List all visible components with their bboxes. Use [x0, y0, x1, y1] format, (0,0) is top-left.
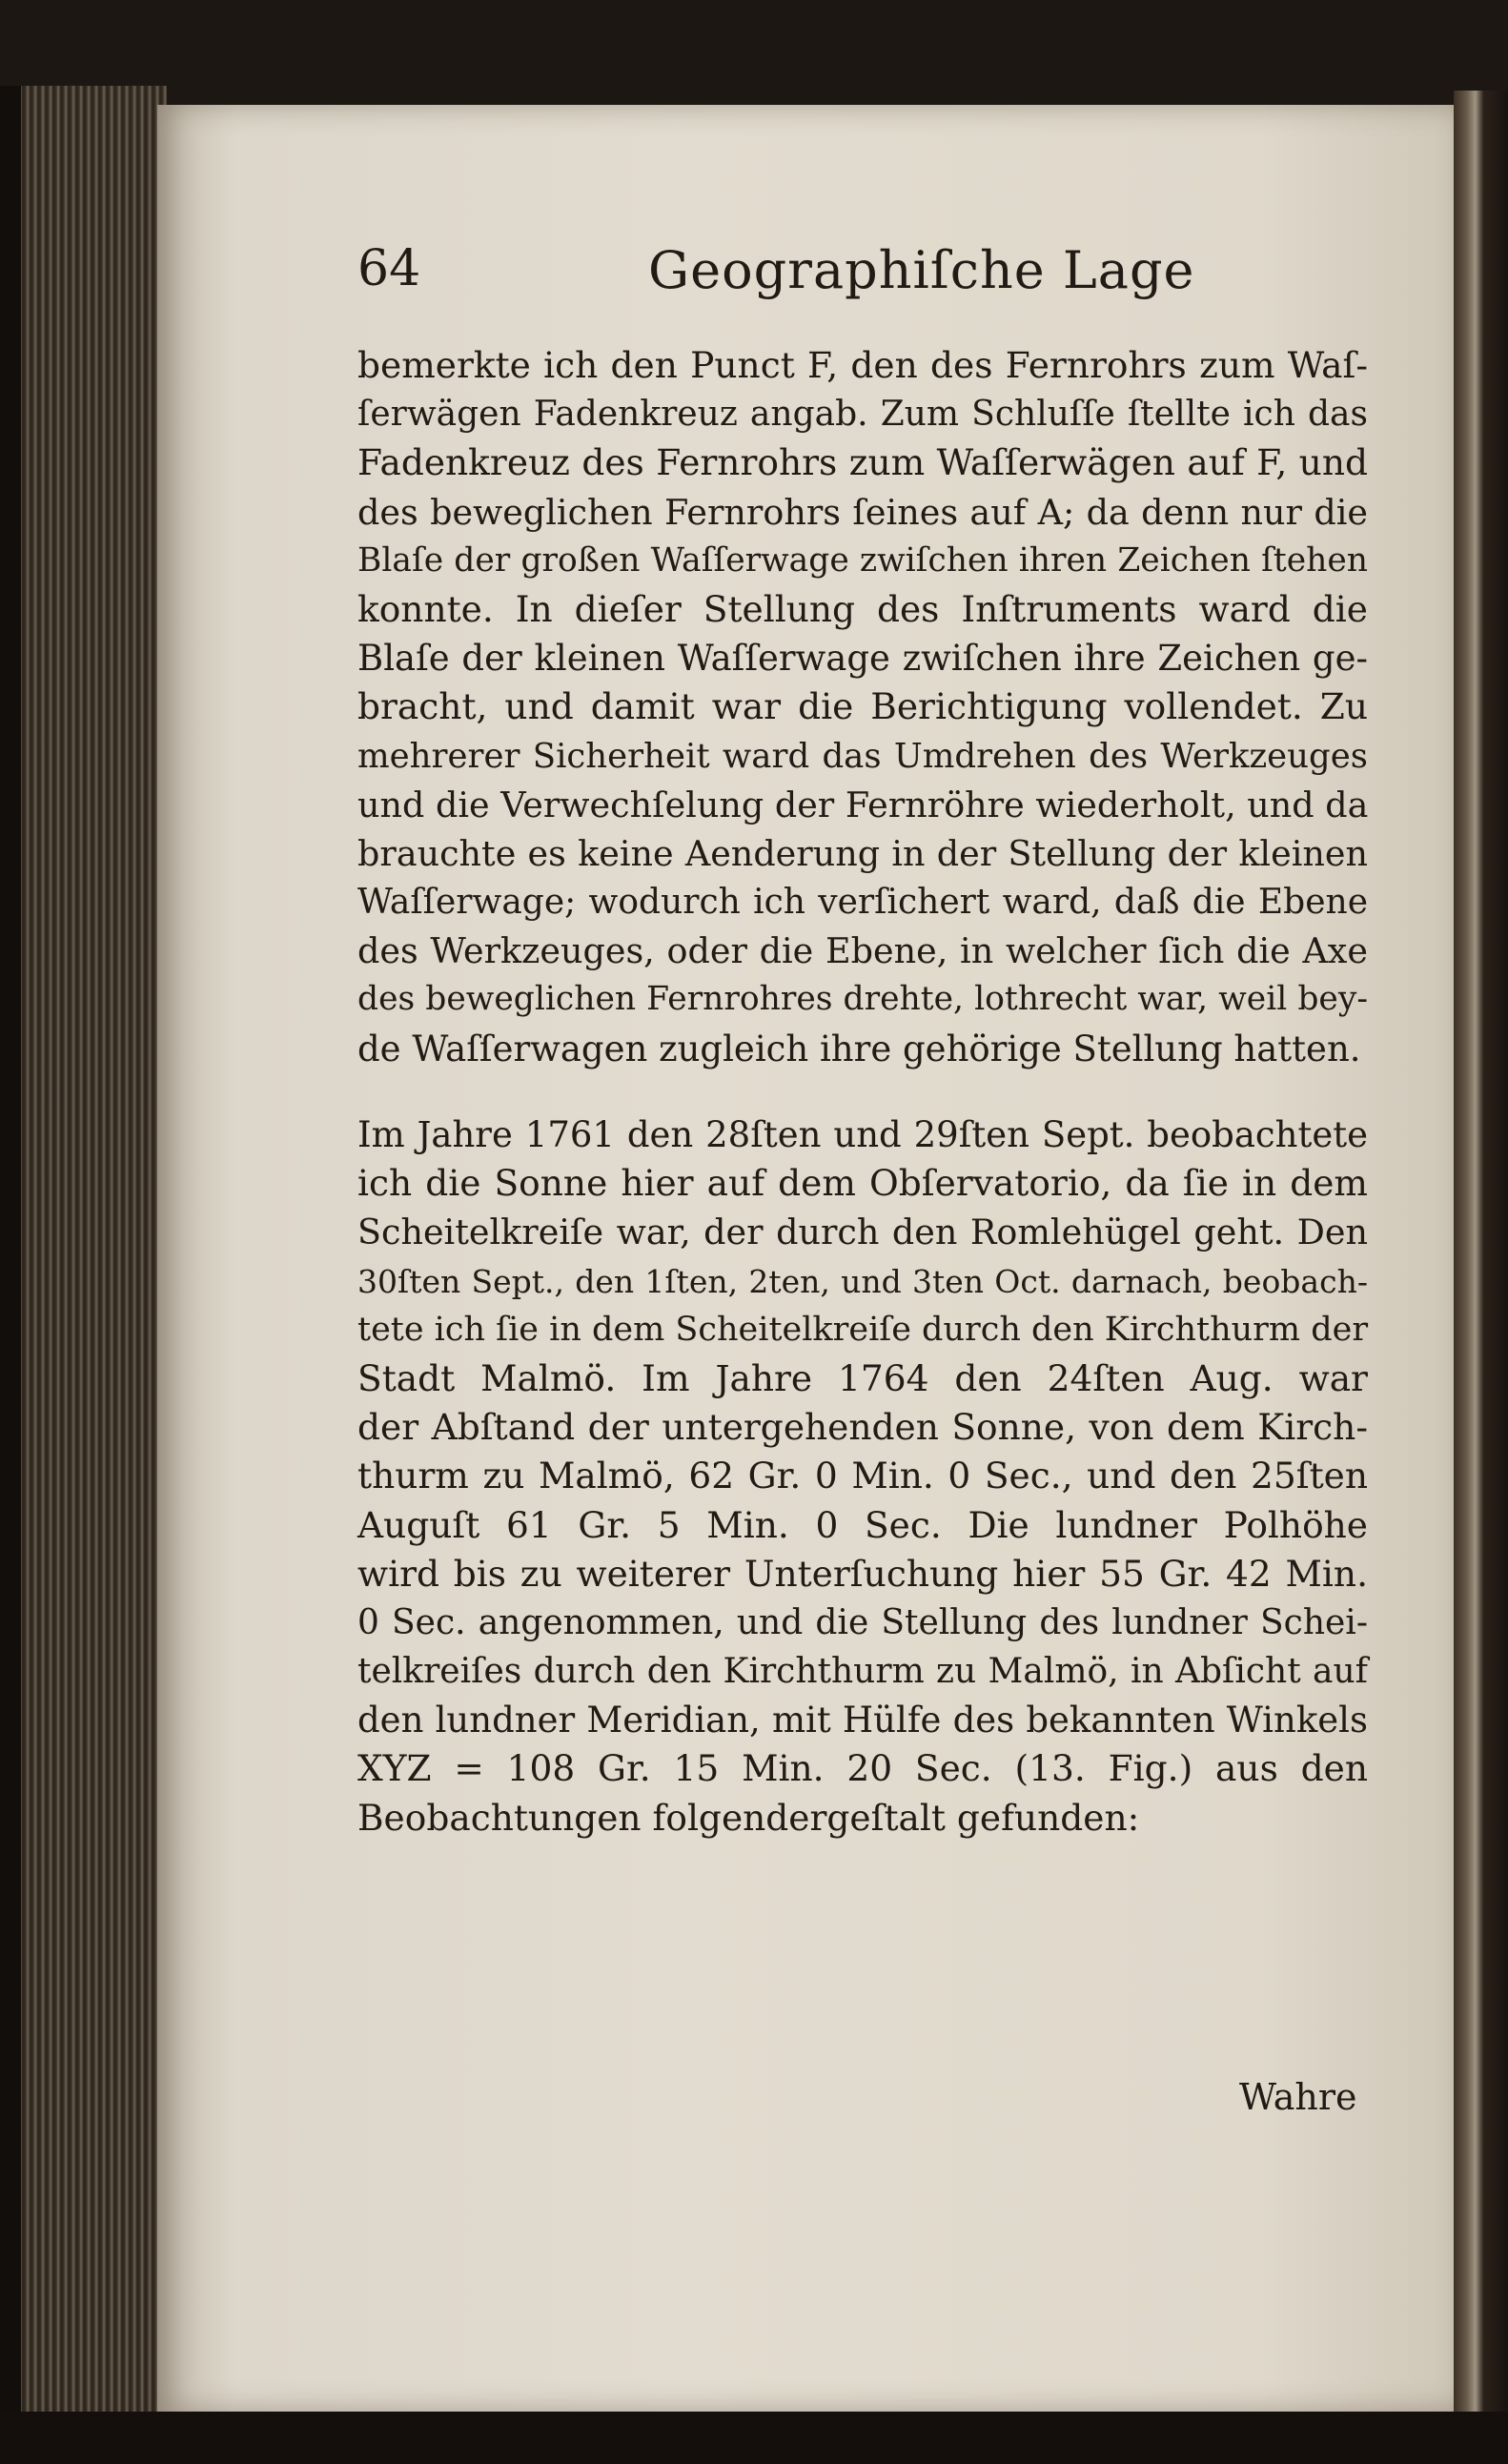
- book-cover-edge: [0, 86, 21, 2412]
- text-line: Im Jahre 1761 den 28ſten und 29ſten Sept. beobachtete: [357, 1114, 1368, 1155]
- text-line: bracht, und damit war die Berichtigung vollendet. Zu: [357, 685, 1368, 728]
- page-number: 64: [357, 240, 421, 297]
- text-line: ich die Sonne hier auf dem Obſervatorio, da ſie in dem: [357, 1162, 1368, 1205]
- text-line: Beobachtungen folgendergeſtalt gefunden:: [357, 1796, 1140, 1839]
- text-line: Fadenkreuz des Fernrohrs zum Waſſerwägen auf F, und: [357, 441, 1368, 484]
- text-line: und die Verwechſelung der Fernröhre wiederholt, und da: [357, 784, 1369, 825]
- bottom-shadow: [0, 2412, 1508, 2464]
- text-line: Auguſt 61 Gr. 5 Min. 0 Sec. Die lundner Polhöhe: [357, 1503, 1368, 1546]
- text-line: telkreiſes durch den Kirchthurm zu Malmö, in Abſicht auf: [357, 1652, 1368, 1692]
- text-line: den lundner Meridian, mit Hülfe des bekannten Winkels: [357, 1700, 1368, 1741]
- text-line: des beweglichen Fernrohrs ſeines auf A; da denn nur die: [357, 491, 1368, 533]
- page-header: [357, 240, 1387, 316]
- text-line: wird bis zu weiterer Unterſuchung hier 55 Gr. 42 Min.: [357, 1552, 1368, 1595]
- book-right-gutter: [1454, 91, 1508, 2435]
- text-line: 0 Sec. angenommen, und die Stellung des lundner Schei-: [357, 1602, 1368, 1642]
- running-title: Geographiſche Lage: [648, 240, 1195, 300]
- text-line: thurm zu Malmö, 62 Gr. 0 Min. 0 Sec., und den 25ſten: [357, 1455, 1368, 1497]
- text-line: des Werkzeuges, oder die Ebene, in welcher ſich die Axe: [357, 930, 1368, 972]
- text-line: Blaſe der kleinen Waſſerwage zwiſchen ihre Zeichen ge-: [357, 638, 1368, 680]
- text-line: mehrerer Sicherheit ward das Umdrehen des Werkzeuges: [357, 736, 1368, 776]
- text-line: Stadt Malmö. Im Jahre 1764 den 24ſten Aug. war: [357, 1356, 1368, 1399]
- text-line: Blaſe der großen Waſſerwage zwiſchen ihren Zeichen ſtehen: [357, 540, 1368, 580]
- text-line: konnte. In dieſer Stellung des Inſtruments ward die: [357, 587, 1368, 630]
- text-line: de Waſſerwagen zugleich ihre gehörige Stellung hatten.: [357, 1028, 1361, 1069]
- text-line: 30ſten Sept., den 1ſten, 2ten, und 3ten Oct. darnach, beobach-: [357, 1262, 1368, 1300]
- paragraph-2: [357, 1110, 1368, 1843]
- text-line: tete ich ſie in dem Scheitelkreiſe durch den Kirchthurm der: [357, 1310, 1369, 1349]
- paragraph-1: [357, 341, 1368, 1073]
- text-line: Waſſerwage; wodurch ich verſichert ward, daß die Ebene: [357, 883, 1368, 923]
- text-line: bemerkte ich den Punct F, den des Fernrohrs zum Waſ-: [357, 344, 1368, 386]
- book-left-edge: [0, 86, 167, 2412]
- text-line: brauchte es keine Aenderung in der Stellung der kleinen: [357, 832, 1368, 874]
- text-line: Scheitelkreiſe war, der durch den Romlehügel geht. Den: [357, 1212, 1368, 1253]
- text-line: XYZ = 108 Gr. 15 Min. 20 Sec. (13. Fig.) aus den: [357, 1747, 1368, 1790]
- text-line: ſerwägen Fadenkreuz angab. Zum Schluſſe ſtellte ich das: [357, 395, 1368, 435]
- catchword: Wahre: [1239, 2076, 1357, 2118]
- text-line: der Abſtand der untergehenden Sonne, von dem Kirch-: [357, 1406, 1368, 1449]
- text-line: des beweglichen Fernrohres drehte, lothrecht war, weil bey-: [357, 980, 1368, 1019]
